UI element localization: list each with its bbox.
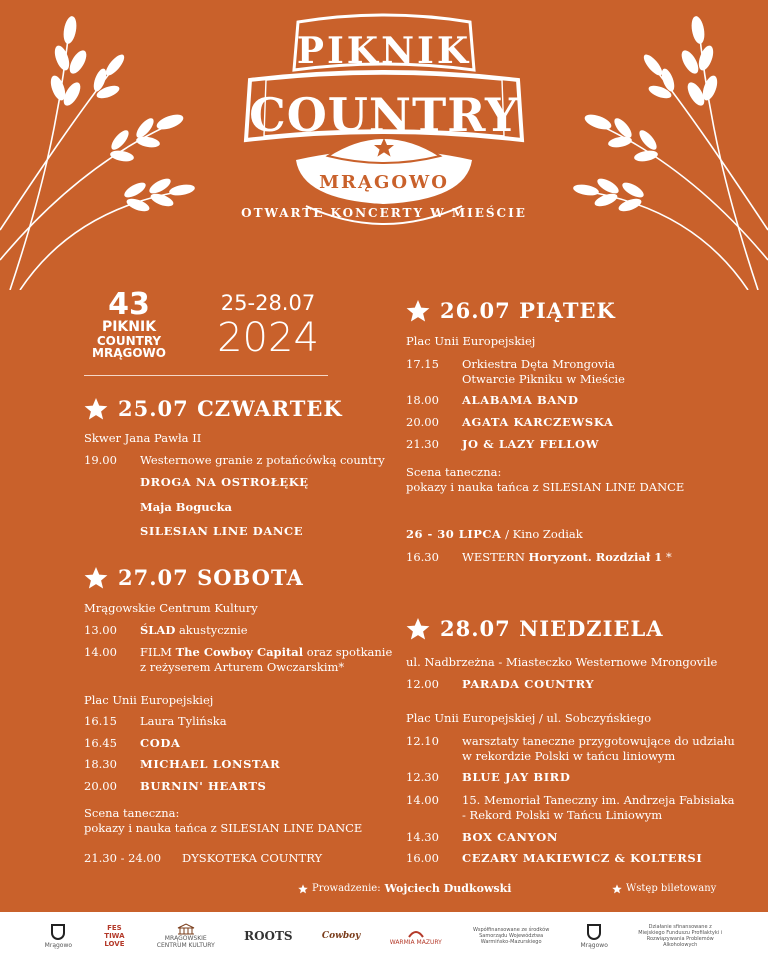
act: AGATA KARCZEWSKA bbox=[462, 415, 614, 429]
cinema-place: / Kino Zodiak bbox=[505, 527, 583, 541]
ticket-label: Wstęp biletowany bbox=[626, 883, 717, 894]
wheat-right-icon bbox=[568, 0, 768, 290]
dance-stage-note bbox=[84, 806, 362, 836]
act: 15. Memoriał Taneczny im. Andrzeja Fabisiaka bbox=[462, 793, 735, 807]
act: CEZARY MAKIEWICZ & KOLTERSI bbox=[462, 851, 703, 865]
sponsor-strip bbox=[0, 912, 768, 960]
time: 18.00 bbox=[406, 393, 439, 407]
divider bbox=[84, 375, 328, 376]
cinema-dates-row bbox=[406, 527, 583, 542]
time: 21.30 - 24.00 bbox=[84, 851, 162, 865]
act-prefix: WESTERN bbox=[462, 550, 525, 564]
sponsor-label: MRĄGOWSKIE CENTRUM KULTURY bbox=[156, 935, 215, 949]
act-line2: - Rekord Polski w Tańcu Liniowym bbox=[462, 808, 663, 822]
film-title: The Cowboy Capital bbox=[175, 645, 304, 659]
schedule-row bbox=[406, 393, 579, 408]
time bbox=[84, 500, 140, 515]
sponsor-mark: FES TIWA LOVE bbox=[104, 924, 125, 948]
edition-line-3: MRĄGOWO bbox=[92, 346, 166, 360]
act: BOX CANYON bbox=[462, 830, 559, 844]
schedule-row bbox=[84, 453, 385, 468]
day-title: 25.07 CZWARTEK bbox=[118, 396, 343, 421]
act: PARADA COUNTRY bbox=[462, 677, 595, 691]
day-heading-sunday bbox=[406, 616, 664, 641]
logo-title-country: COUNTRY bbox=[249, 88, 519, 142]
time bbox=[84, 475, 140, 490]
schedule-row bbox=[84, 524, 303, 539]
cowboy-logo bbox=[322, 931, 360, 941]
act: Westernowe granie z potańcówką country bbox=[140, 453, 385, 467]
star-icon bbox=[84, 566, 108, 590]
act: SILESIAN LINE DANCE bbox=[140, 524, 304, 538]
roots-logo bbox=[244, 929, 292, 943]
star-icon bbox=[406, 299, 430, 323]
dance-stage-note bbox=[406, 465, 684, 495]
festiwalove-logo bbox=[101, 924, 127, 948]
time: 12.00 bbox=[406, 677, 439, 691]
day-title: 28.07 NIEDZIELA bbox=[440, 616, 664, 641]
schedule-row bbox=[406, 851, 702, 866]
schedule-row bbox=[84, 475, 309, 490]
act: Laura Tylińska bbox=[140, 714, 227, 728]
act-title: ŚLAD bbox=[140, 623, 176, 637]
venue-label: Skwer Jana Pawła II bbox=[84, 431, 202, 445]
time: 14.00 bbox=[84, 645, 117, 659]
act-line2: z reżyserem Arturem Owczarskim* bbox=[140, 660, 345, 674]
time: 16.00 bbox=[406, 851, 439, 865]
day-heading-friday bbox=[406, 298, 616, 323]
sponsor-mark: Cowboy bbox=[321, 931, 361, 941]
time: 19.00 bbox=[84, 453, 117, 467]
time: 16.30 bbox=[406, 550, 439, 564]
logo-city: MRĄGOWO bbox=[319, 172, 449, 193]
dance-stage-label: Scena taneczna: bbox=[406, 465, 502, 479]
schedule-row bbox=[406, 415, 614, 430]
act-line2: Otwarcie Pikniku w Mieście bbox=[462, 372, 625, 386]
wheat-left-icon bbox=[0, 0, 200, 290]
time: 21.30 bbox=[406, 437, 439, 451]
schedule-row bbox=[406, 677, 594, 692]
edition-badge bbox=[84, 287, 174, 360]
act: warsztaty taneczne przygotowujące do udziału bbox=[462, 734, 735, 748]
dance-stage-label: Scena taneczna: bbox=[84, 806, 180, 820]
act: MICHAEL LONSTAR bbox=[140, 757, 281, 771]
act-prefix: FILM bbox=[140, 645, 172, 659]
festival-dates bbox=[206, 290, 330, 360]
edition-number: 43 bbox=[108, 287, 150, 322]
cinema-dates: 26 - 30 LIPCA bbox=[406, 527, 502, 541]
schedule-row bbox=[84, 714, 227, 729]
ticket-mark: * bbox=[665, 550, 672, 564]
time: 17.15 bbox=[406, 357, 439, 371]
venue-label: Plac Unii Europejskiej bbox=[84, 693, 214, 707]
schedule-row bbox=[406, 793, 734, 823]
act: Orkiestra Dęta Mrongovia bbox=[462, 357, 615, 371]
day-title: 26.07 PIĄTEK bbox=[440, 298, 616, 323]
time: 14.30 bbox=[406, 830, 439, 844]
act: DYSKOTEKA COUNTRY bbox=[182, 851, 323, 865]
star-icon bbox=[298, 884, 308, 894]
time: 16.45 bbox=[84, 736, 117, 750]
sponsor-label: Mrągowo bbox=[44, 941, 73, 949]
star-icon bbox=[84, 397, 108, 421]
sponsor-label: Współfinansowane ze środków Samorządu Województwa Warmińsko-Mazurskiego bbox=[472, 927, 550, 945]
act: BLUE JAY BIRD bbox=[462, 770, 571, 784]
time: 14.00 bbox=[406, 793, 439, 807]
schedule-row bbox=[406, 770, 570, 785]
region-icon bbox=[407, 927, 425, 939]
act-note: akustycznie bbox=[178, 623, 248, 637]
region-funding-text bbox=[471, 927, 551, 945]
act: Maja Bogucka bbox=[140, 500, 233, 514]
day-heading-saturday bbox=[84, 565, 304, 590]
act-note: oraz spotkanie bbox=[306, 645, 393, 659]
time: 20.00 bbox=[406, 415, 439, 429]
logo-subtitle: OTWARTE KONCERTY W MIEŚCIE bbox=[241, 206, 527, 220]
schedule-row bbox=[84, 757, 280, 772]
warmia-mazury-logo bbox=[390, 927, 442, 946]
act: BURNIN' HEARTS bbox=[140, 779, 267, 793]
year: 2024 bbox=[217, 315, 319, 361]
date-range: 25-28.07 bbox=[220, 291, 316, 315]
schedule-row bbox=[84, 779, 266, 794]
logo-title-piknik: PIKNIK bbox=[296, 30, 472, 72]
schedule-row bbox=[406, 357, 625, 387]
schedule-row bbox=[84, 623, 248, 638]
building-icon bbox=[177, 923, 195, 935]
culture-center-logo bbox=[157, 923, 215, 949]
host-note bbox=[298, 882, 511, 895]
schedule-row bbox=[84, 645, 392, 675]
film-title: Horyzont. Rozdział 1 bbox=[528, 550, 663, 564]
venue-label: Mrągowskie Centrum Kultury bbox=[84, 601, 258, 615]
host-label: Prowadzenie: bbox=[312, 883, 381, 894]
day-title: 27.07 SOBOTA bbox=[118, 565, 304, 590]
star-icon bbox=[612, 884, 622, 894]
schedule-row bbox=[406, 734, 735, 764]
day-heading-thursday bbox=[84, 396, 343, 421]
venue-label: Plac Unii Europejskiej / ul. Sobczyńskiego bbox=[406, 711, 652, 725]
edition-line-1: PIKNIK bbox=[101, 319, 157, 335]
dance-stage-desc: pokazy i nauka tańca z SILESIAN LINE DANCE bbox=[84, 821, 363, 835]
schedule-row bbox=[406, 437, 599, 452]
sponsor-label: Mrągowo bbox=[580, 941, 608, 949]
schedule-row bbox=[406, 550, 672, 565]
host-name: Wojciech Dudkowski bbox=[384, 882, 512, 895]
schedule-row bbox=[406, 830, 558, 845]
ticket-note bbox=[612, 883, 716, 894]
sponsor-mark: ROOTS bbox=[244, 929, 293, 943]
edition-line-2: COUNTRY bbox=[96, 334, 162, 348]
act: JO & LAZY FELLOW bbox=[462, 437, 600, 451]
city-funding-text bbox=[637, 924, 723, 948]
act: ALABAMA BAND bbox=[462, 393, 579, 407]
time bbox=[84, 524, 140, 539]
time: 18.30 bbox=[84, 757, 117, 771]
dance-stage-desc: pokazy i nauka tańca z SILESIAN LINE DANCE bbox=[406, 480, 685, 494]
schedule-row bbox=[84, 500, 232, 515]
act: DROGA NA OSTROŁĘKĘ bbox=[140, 475, 309, 489]
sponsor-label: Działanie sfinansowane z Miejskiego Funduszu Profilaktyki i Rozwiązywania Problemów Alkoholowych bbox=[638, 924, 723, 948]
star-icon bbox=[406, 617, 430, 641]
act-line2: w rekordzie Polski w tańcu liniowym bbox=[462, 749, 676, 763]
city-crest-icon bbox=[580, 924, 607, 949]
venue-label: ul. Nadbrzeżna - Miasteczko Westernowe Mrongovile bbox=[406, 655, 718, 669]
time: 20.00 bbox=[84, 779, 117, 793]
time: 12.10 bbox=[406, 734, 439, 748]
time: 16.15 bbox=[84, 714, 117, 728]
venue-label: Plac Unii Europejskiej bbox=[406, 334, 536, 348]
schedule-row bbox=[84, 736, 180, 751]
time: 13.00 bbox=[84, 623, 117, 637]
act: CODA bbox=[140, 736, 181, 750]
festival-logo bbox=[236, 10, 532, 260]
schedule-row bbox=[84, 851, 322, 866]
city-crest-icon bbox=[45, 924, 72, 949]
sponsor-label: WARMIA MAZURY bbox=[389, 938, 442, 946]
time: 12.30 bbox=[406, 770, 439, 784]
